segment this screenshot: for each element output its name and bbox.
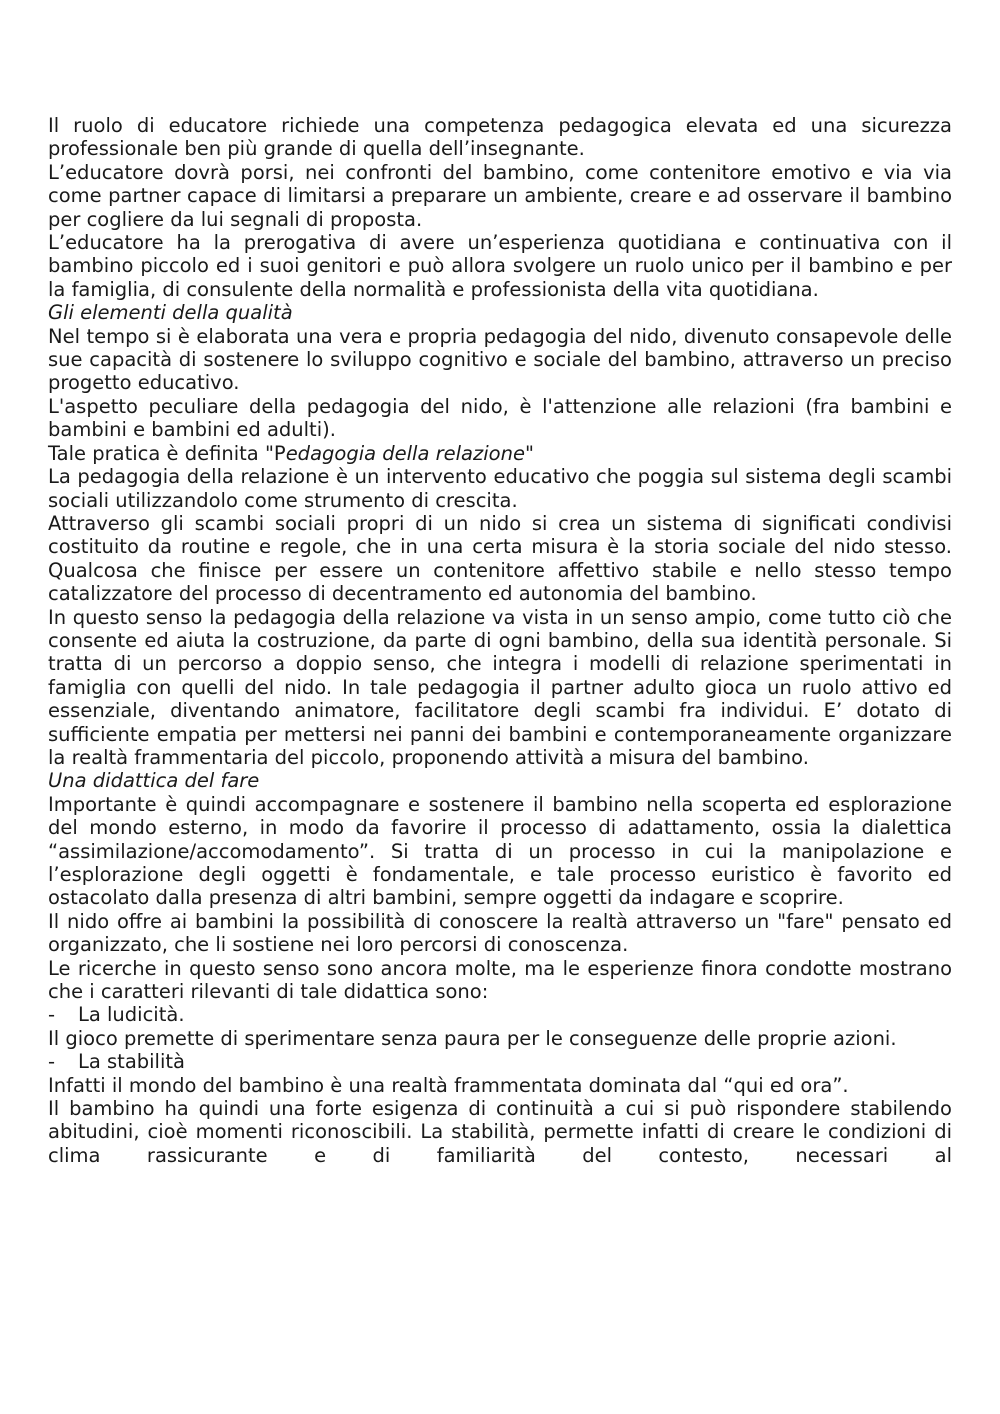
paragraph: Nel tempo si è elaborata una vera e propria pedagogia del nido, divenuto consapevole delle sue capacità di sostenere lo sviluppo cognitivo e sociale del bambino, attraverso un preciso progetto educativo. bbox=[48, 324, 952, 395]
document-body bbox=[48, 114, 952, 1167]
paragraph: L’educatore dovrà porsi, nei confronti del bambino, come contenitore emotivo e via via come partner capace di limitarsi a preparare un ambiente, creare e ad osservare il bambino per cogliere da lui segnali di proposta. bbox=[48, 160, 952, 231]
definition-prefix: Tale pratica è definita "P bbox=[48, 441, 286, 465]
paragraph: Attraverso gli scambi sociali propri di un nido si crea un sistema di significati condivisi costituito da routine e regole, che in una certa misura è la storia sociale del nido stesso. Qualcosa che finisce per essere un contenitore affettivo stabile e nello stesso tempo catalizzatore del processo di decentramento ed autonomia del bambino. bbox=[48, 511, 952, 606]
definition-line bbox=[48, 442, 952, 465]
paragraph: Importante è quindi accompagnare e sostenere il bambino nella scoperta ed esplorazione del mondo esterno, in modo da favorire il processo di adattamento, ossia la dialettica “assimilazione/accomodamento”. Si tratta di un processo in cui la manipolazione e l’esplorazione degli oggetti è fondamentale, e tale processo euristico è favorito ed ostacolato dalla presenza di altri bambini, sempre oggetti da indagare e scoprire. bbox=[48, 792, 952, 910]
paragraph: Il gioco premette di sperimentare senza paura per le conseguenze delle proprie azioni. bbox=[48, 1026, 897, 1050]
paragraph: Il bambino ha quindi una forte esigenza di continuità a cui si può rispondere stabilendo abitudini, cioè momenti riconoscibili. La stabilità, permette infatti di creare le condizioni di clima rassicurante e di familiarità del contesto, necessari al bbox=[48, 1097, 952, 1167]
paragraph: La pedagogia della relazione è un intervento educativo che poggia sul sistema degli scambi sociali utilizzandolo come strumento di crescita. bbox=[48, 465, 952, 512]
bullet-item-ludicity bbox=[48, 1003, 952, 1026]
bullet-marker: - bbox=[48, 1003, 56, 1027]
section-heading-quality: Gli elementi della qualità bbox=[48, 301, 293, 325]
definition-suffix: " bbox=[524, 441, 534, 465]
section-heading-didactic: Una didattica del fare bbox=[48, 769, 260, 793]
paragraph: Infatti il mondo del bambino è una realtà frammentata dominata dal “qui ed ora”. bbox=[48, 1073, 849, 1097]
paragraph: L'aspetto peculiare della pedagogia del nido, è l'attenzione alle relazioni (fra bambini e bambini e bambini ed adulti). bbox=[48, 394, 952, 442]
paragraph: L’educatore ha la prerogativa di avere un’esperienza quotidiana e continuativa con il bambino piccolo ed i suoi genitori e può allora svolgere un ruolo unico per il bambino e per la famiglia, di consulente della normalità e professionista della vita quotidiana. bbox=[48, 231, 952, 301]
paragraph: Il nido offre ai bambini la possibilità di conoscere la realtà attraverso un "fare" pensato ed organizzato, che li sostiene nei loro percorsi di conoscenza. bbox=[48, 909, 952, 957]
bullet-marker: - bbox=[48, 1050, 56, 1074]
paragraph: In questo senso la pedagogia della relazione va vista in un senso ampio, come tutto ciò che consente ed aiuta la costruzione, da parte di ogni bambino, della sua identità personale. Si tratta di un percorso a doppio senso, che integra i modelli di relazione sperimentati in famiglia con quelli del nido. In tale pedagogia il partner adulto gioca un ruolo attivo ed essenziale, diventando animatore, facilitatore degli scambi fra individui. E’ dotato di sufficiente empatia per mettersi nei panni dei bambini e contemporaneamente organizzare la realtà frammentaria del piccolo, proponendo attività a misura del bambino. bbox=[48, 605, 952, 769]
paragraph: Il ruolo di educatore richiede una competenza pedagogica elevata ed una sicurezza professionale ben più grande di quella dell’insegnante. bbox=[48, 114, 952, 161]
definition-term: edagogia della relazione bbox=[285, 441, 525, 465]
bullet-label: La ludicità. bbox=[78, 1003, 185, 1027]
paragraph: Le ricerche in questo senso sono ancora molte, ma le esperienze finora condotte mostrano che i caratteri rilevanti di tale didattica sono: bbox=[48, 956, 952, 1004]
bullet-label: La stabilità bbox=[78, 1050, 185, 1074]
bullet-item-stability bbox=[48, 1050, 952, 1073]
